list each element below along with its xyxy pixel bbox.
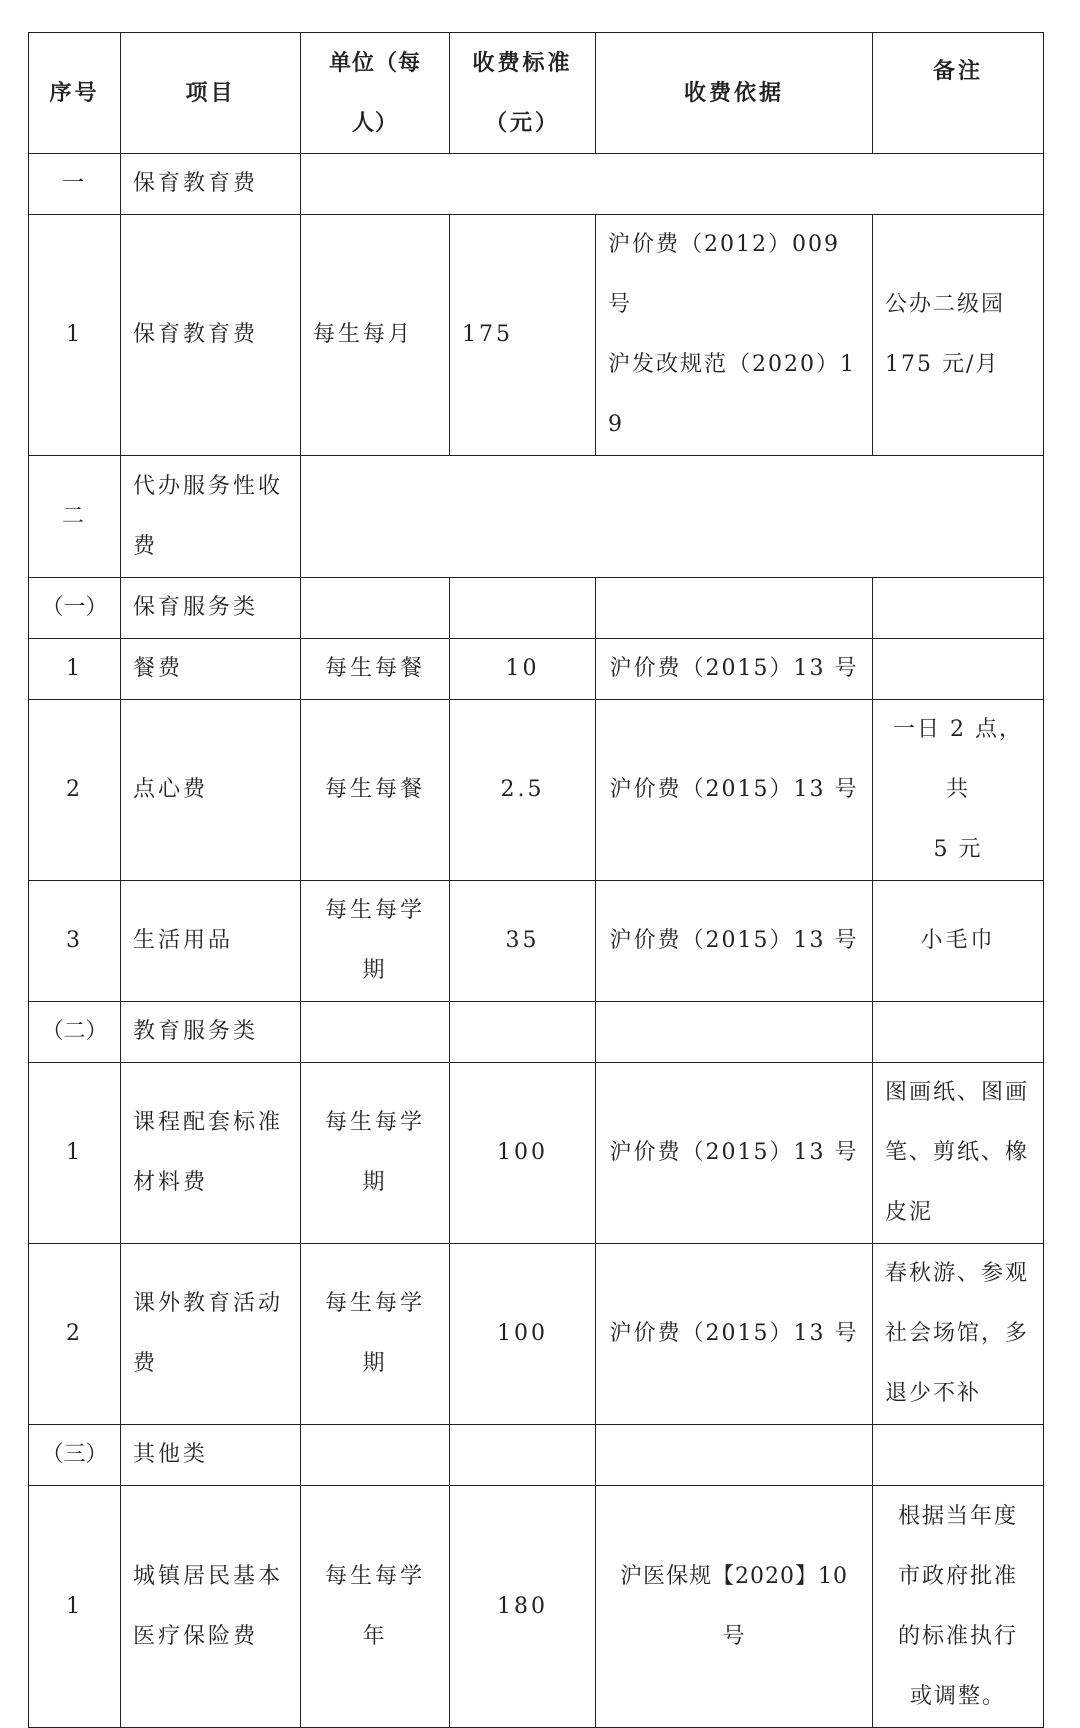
row-unit: 每生每餐: [301, 639, 450, 700]
row-no: 3: [29, 881, 121, 1002]
row-note-line2: 5 元: [933, 837, 983, 862]
row-item-line1: 课程配套标准: [133, 1110, 284, 1135]
row-note: [873, 1244, 1044, 1425]
subsection-title: 教育服务类: [121, 1002, 301, 1063]
section-title: 保育教育费: [121, 154, 301, 215]
fee-table: [28, 32, 1044, 1728]
empty-cell: [301, 154, 1044, 215]
row-note: [873, 215, 1044, 456]
header-row: [29, 33, 1044, 154]
row-fee: 100: [450, 1244, 596, 1425]
row-note-line1: 一日 2 点，共: [893, 717, 1023, 802]
header-basis: 收费依据: [596, 33, 873, 154]
header-standard-line1: 收费标准: [472, 50, 573, 76]
row-basis-line2: 沪发改规范（2020）19: [608, 352, 856, 437]
header-note: 备注: [873, 33, 1044, 154]
header-standard-line2: （元）: [484, 110, 560, 136]
section-no: 一: [29, 154, 121, 215]
empty-cell: [450, 1002, 596, 1063]
empty-cell: [450, 578, 596, 639]
empty-cell: [301, 456, 1044, 578]
row-note-line2: 市政府批准: [897, 1563, 1018, 1589]
row-item: [121, 1244, 301, 1425]
subsection-title: 其他类: [121, 1425, 301, 1486]
row-basis-line1: 沪价费（2012）009 号: [608, 232, 840, 317]
row-unit: 每生每月: [301, 215, 450, 456]
empty-cell: [301, 1425, 450, 1486]
row-note-line3: 皮泥: [885, 1200, 934, 1225]
row-note-line1: 春秋游、参观: [885, 1261, 1030, 1286]
empty-cell: [301, 578, 450, 639]
row-unit: 每生每学期: [301, 1063, 450, 1244]
table-row: [29, 215, 1044, 456]
row-note-line3: 退少不补: [885, 1381, 982, 1406]
subsection-row: [29, 1425, 1044, 1486]
row-note-line1: 图画纸、图画: [885, 1080, 1030, 1105]
table-row: [29, 1244, 1044, 1425]
row-basis: 沪医保规【2020】10 号: [596, 1486, 873, 1728]
row-note-line2: 笔、剪纸、橡: [885, 1140, 1030, 1165]
subsection-no: （二）: [29, 1002, 121, 1063]
empty-cell: [301, 1002, 450, 1063]
header-standard: [450, 33, 596, 154]
row-no: 1: [29, 639, 121, 700]
row-fee: 2.5: [450, 700, 596, 881]
empty-cell: [873, 578, 1044, 639]
row-note: [873, 1486, 1044, 1728]
row-item: [121, 1486, 301, 1728]
empty-cell: [596, 578, 873, 639]
row-basis: 沪价费（2015）13 号: [596, 1063, 873, 1244]
row-item: 生活用品: [121, 881, 301, 1002]
table-row: [29, 639, 1044, 700]
row-no: 1: [29, 215, 121, 456]
row-no: 1: [29, 1063, 121, 1244]
subsection-title: 保育服务类: [121, 578, 301, 639]
empty-cell: [873, 1002, 1044, 1063]
section-no: 二: [29, 456, 121, 578]
section-row: [29, 154, 1044, 215]
row-unit: 每生每学期: [301, 881, 450, 1002]
header-item: 项目: [121, 33, 301, 154]
subsection-row: [29, 1002, 1044, 1063]
row-note-line1: 根据当年度: [897, 1503, 1018, 1529]
row-item-line2: 材料费: [133, 1170, 209, 1195]
row-unit: 每生每餐: [301, 700, 450, 881]
row-fee: 35: [450, 881, 596, 1002]
row-item: 点心费: [121, 700, 301, 881]
row-fee: 10: [450, 639, 596, 700]
subsection-row: [29, 578, 1044, 639]
row-unit: 每生每学年: [301, 1486, 450, 1728]
row-note-line4: 或调整。: [909, 1683, 1006, 1709]
row-item: [121, 1063, 301, 1244]
header-unit: 单位（每人）: [301, 33, 450, 154]
row-no: 2: [29, 1244, 121, 1425]
empty-cell: [873, 1425, 1044, 1486]
table-row: [29, 700, 1044, 881]
row-basis: 沪价费（2015）13 号: [596, 639, 873, 700]
row-fee: 175: [450, 215, 596, 456]
row-item-line1: 城镇居民基本: [133, 1563, 284, 1589]
row-no: 2: [29, 700, 121, 881]
header-seq: 序号: [29, 33, 121, 154]
row-basis: 沪价费（2015）13 号: [596, 1244, 873, 1425]
row-note: [873, 1063, 1044, 1244]
row-unit: 每生每学期: [301, 1244, 450, 1425]
row-item-line2: 费: [133, 1351, 159, 1376]
row-item: 保育教育费: [121, 215, 301, 456]
row-note: 小毛巾: [873, 881, 1044, 1002]
subsection-no: （三）: [29, 1425, 121, 1486]
row-fee: 100: [450, 1063, 596, 1244]
row-note: [873, 639, 1044, 700]
subsection-no: （一）: [29, 578, 121, 639]
empty-cell: [450, 1425, 596, 1486]
section-title-line2: 费: [133, 533, 159, 559]
row-note-line2: 175 元/月: [885, 352, 1000, 377]
table-row: [29, 1486, 1044, 1728]
row-no: 1: [29, 1486, 121, 1728]
row-basis: [596, 215, 873, 456]
row-note: [873, 700, 1044, 881]
row-item: 餐费: [121, 639, 301, 700]
section-title: [121, 456, 301, 578]
row-note-line2: 社会场馆，多: [885, 1321, 1030, 1346]
row-note-line1: 公办二级园: [885, 292, 1006, 317]
section-row: [29, 456, 1044, 578]
empty-cell: [596, 1425, 873, 1486]
section-title-line1: 代办服务性收: [133, 473, 284, 499]
row-item-line2: 医疗保险费: [133, 1623, 259, 1649]
empty-cell: [596, 1002, 873, 1063]
row-basis: 沪价费（2015）13 号: [596, 700, 873, 881]
table-row: [29, 1063, 1044, 1244]
row-item-line1: 课外教育活动: [133, 1291, 284, 1316]
row-basis: 沪价费（2015）13 号: [596, 881, 873, 1002]
row-note-line3: 的标准执行: [897, 1623, 1018, 1649]
table-row: [29, 881, 1044, 1002]
row-fee: 180: [450, 1486, 596, 1728]
